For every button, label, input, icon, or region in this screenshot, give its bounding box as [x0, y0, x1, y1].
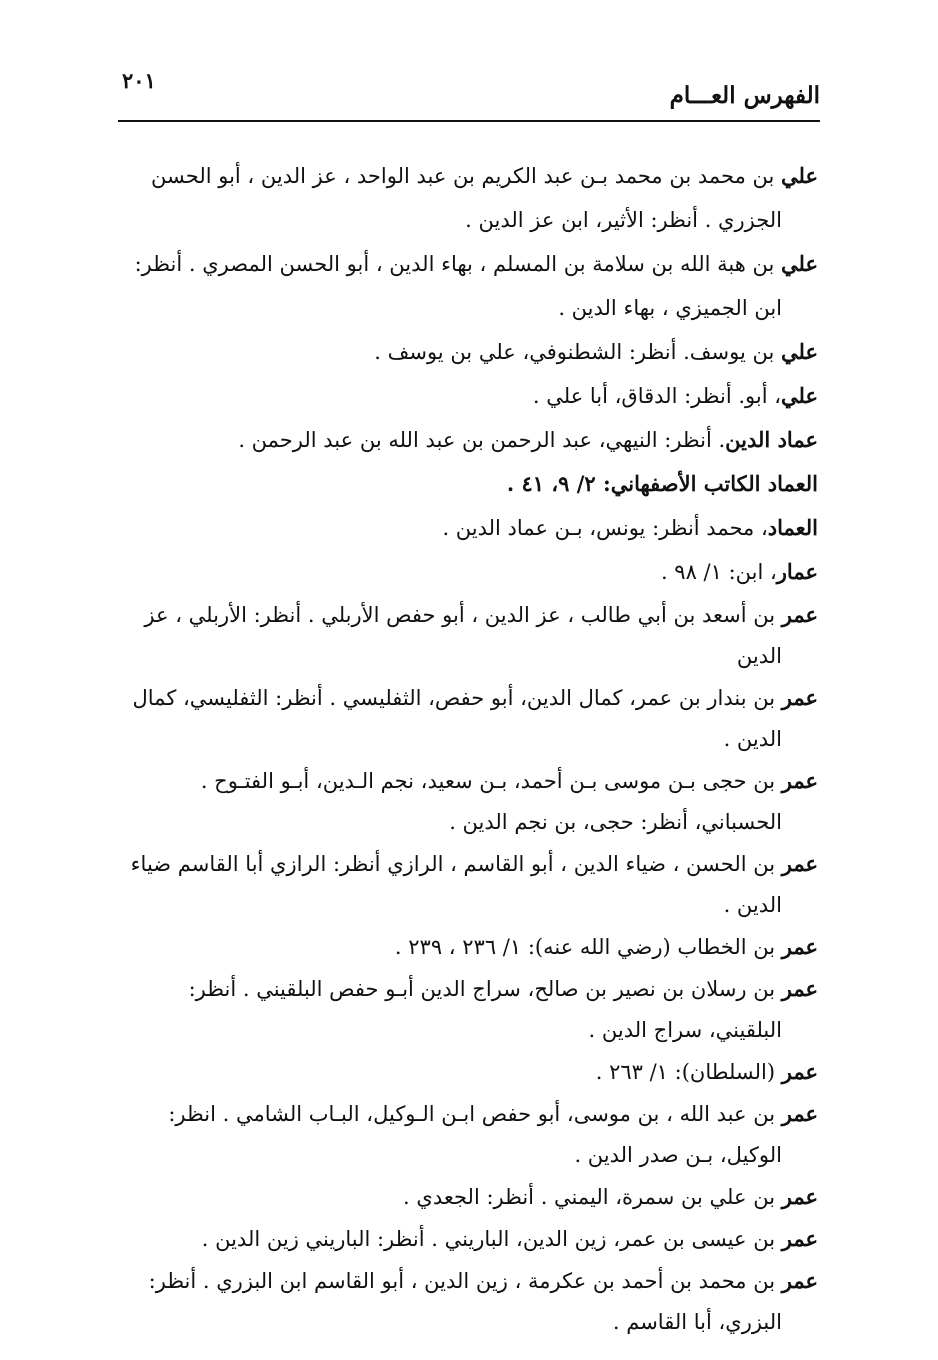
index-entry: [120, 677, 818, 760]
entry-text: بن يوسف. أنظر: الشطنوفي، علي بن يوسف .: [374, 340, 781, 364]
page-number: ٢٠١: [122, 68, 156, 93]
entry-text: بن أسعد بن أبي طالب ، عز الدين ، أبو حفص الأربلي . أنظر: الأربلي ، عز الدين: [144, 603, 782, 668]
entry-headword: عمر: [781, 851, 818, 876]
entry-headword: العماد الكاتب الأصفهاني: [610, 471, 818, 496]
index-entry: [120, 550, 818, 594]
entry-headword: عمر: [781, 1184, 818, 1209]
index-entry: [120, 462, 818, 506]
entry-text: بن عبد الله ، بن موسى، أبو حفص ابـن الـوكيل، البـاب الشامي . انظر: الوكيل، بـن صدر الدين .: [168, 1102, 782, 1167]
index-entry: [120, 1260, 818, 1343]
entry-headword: عمر: [781, 976, 818, 1001]
entry-text: بن محمد بن أحمد بن عكرمة ، زين الدين ، أبو القاسم ابن البزري . أنظر: البزري، أبا القاسم .: [148, 1269, 782, 1334]
index-entry: [120, 418, 818, 462]
index-entries: [120, 154, 818, 1343]
index-entry: [120, 594, 818, 677]
entry-headword: عمر: [781, 1101, 818, 1126]
entry-headword: علي: [781, 163, 818, 188]
header-rule: [118, 120, 820, 122]
index-entry: [120, 1176, 818, 1218]
page-header: [118, 62, 820, 124]
index-entry: [120, 843, 818, 926]
index-entry: [120, 760, 818, 843]
index-entry: [120, 154, 818, 242]
index-entry: [120, 330, 818, 374]
entry-text: ، أبو. أنظر: الدقاق، أبا علي .: [532, 384, 781, 408]
entry-text: بن رسلان بن نصير بن صالح، سراج الدين أبـو حفص البلقيني . أنظر: البلقيني، سراج الدين .: [188, 977, 782, 1042]
index-entry: [120, 926, 818, 968]
entry-text: بن علي بن سمرة، اليمني . أنظر: الجعدي .: [403, 1185, 782, 1209]
entry-headword: عمار: [776, 559, 818, 584]
entry-headword: عمر: [781, 685, 818, 710]
entry-text: بن الخطاب (رضي الله عنه): ١/ ٢٣٦ ، ٢٣٩ .: [394, 935, 782, 959]
entry-text: (السلطان): ١/ ٢٦٣ .: [595, 1060, 782, 1084]
entry-headword: العماد: [767, 515, 818, 540]
entry-headword: عمر: [781, 602, 818, 627]
entry-text: : ٢/ ٩، ٤١ .: [506, 471, 611, 496]
entry-headword: عماد الدين: [725, 427, 818, 452]
index-entry: [120, 1093, 818, 1176]
entry-text: بن الحسن ، ضياء الدين ، أبو القاسم ، الرازي أنظر: الرازي أبا القاسم ضياء الدين .: [130, 852, 782, 917]
entry-text: بن هبة الله بن سلامة بن المسلم ، بهاء الدين ، أبو الحسن المصري . أنظر: ابن الجميزي ، بهاء الدين .: [134, 252, 782, 320]
entry-text: بن حجى بـن موسى بـن أحمد، بـن سعيد، نجم الـدين، أبـو الفتـوح . الحسباني، أنظر: حجى، بن نجم الدين .: [200, 769, 782, 834]
index-entry: [120, 506, 818, 550]
entry-text: بن عيسى بن عمر، زين الدين، الباريني . أنظر: الباريني زين الدين .: [201, 1227, 782, 1251]
entry-text: بن محمد بن محمد بـن عبد الكريم بن عبد الواحد ، عز الدين ، أبو الحسن الجزري . أنظر: الأثير، ابن عز الدين .: [151, 164, 782, 232]
entry-headword: عمر: [781, 1059, 818, 1084]
entry-headword: علي: [781, 251, 818, 276]
entry-headword: عمر: [781, 768, 818, 793]
entry-text: . أنظر: النيهي، عبد الرحمن بن عبد الله بن عبد الرحمن .: [238, 428, 726, 452]
index-entry: [120, 1218, 818, 1260]
entry-text: بن بندار بن عمر، كمال الدين، أبو حفص، الثفليسي . أنظر: الثفليسي، كمال الدين .: [132, 686, 782, 751]
entry-headword: عمر: [781, 934, 818, 959]
entry-headword: علي: [781, 339, 818, 364]
entry-headword: عمر: [781, 1268, 818, 1293]
index-entry: [120, 242, 818, 330]
index-entry: [120, 374, 818, 418]
index-entry: [120, 1051, 818, 1093]
entry-text: ، محمد أنظر: يونس، بـن عماد الدين .: [442, 516, 768, 540]
entry-headword: علي: [781, 383, 818, 408]
entry-headword: عمر: [781, 1226, 818, 1251]
index-entry: [120, 968, 818, 1051]
entry-text: ، ابن: ١/ ٩٨ .: [660, 560, 777, 584]
running-title: الفهرس العـــام: [669, 82, 820, 109]
